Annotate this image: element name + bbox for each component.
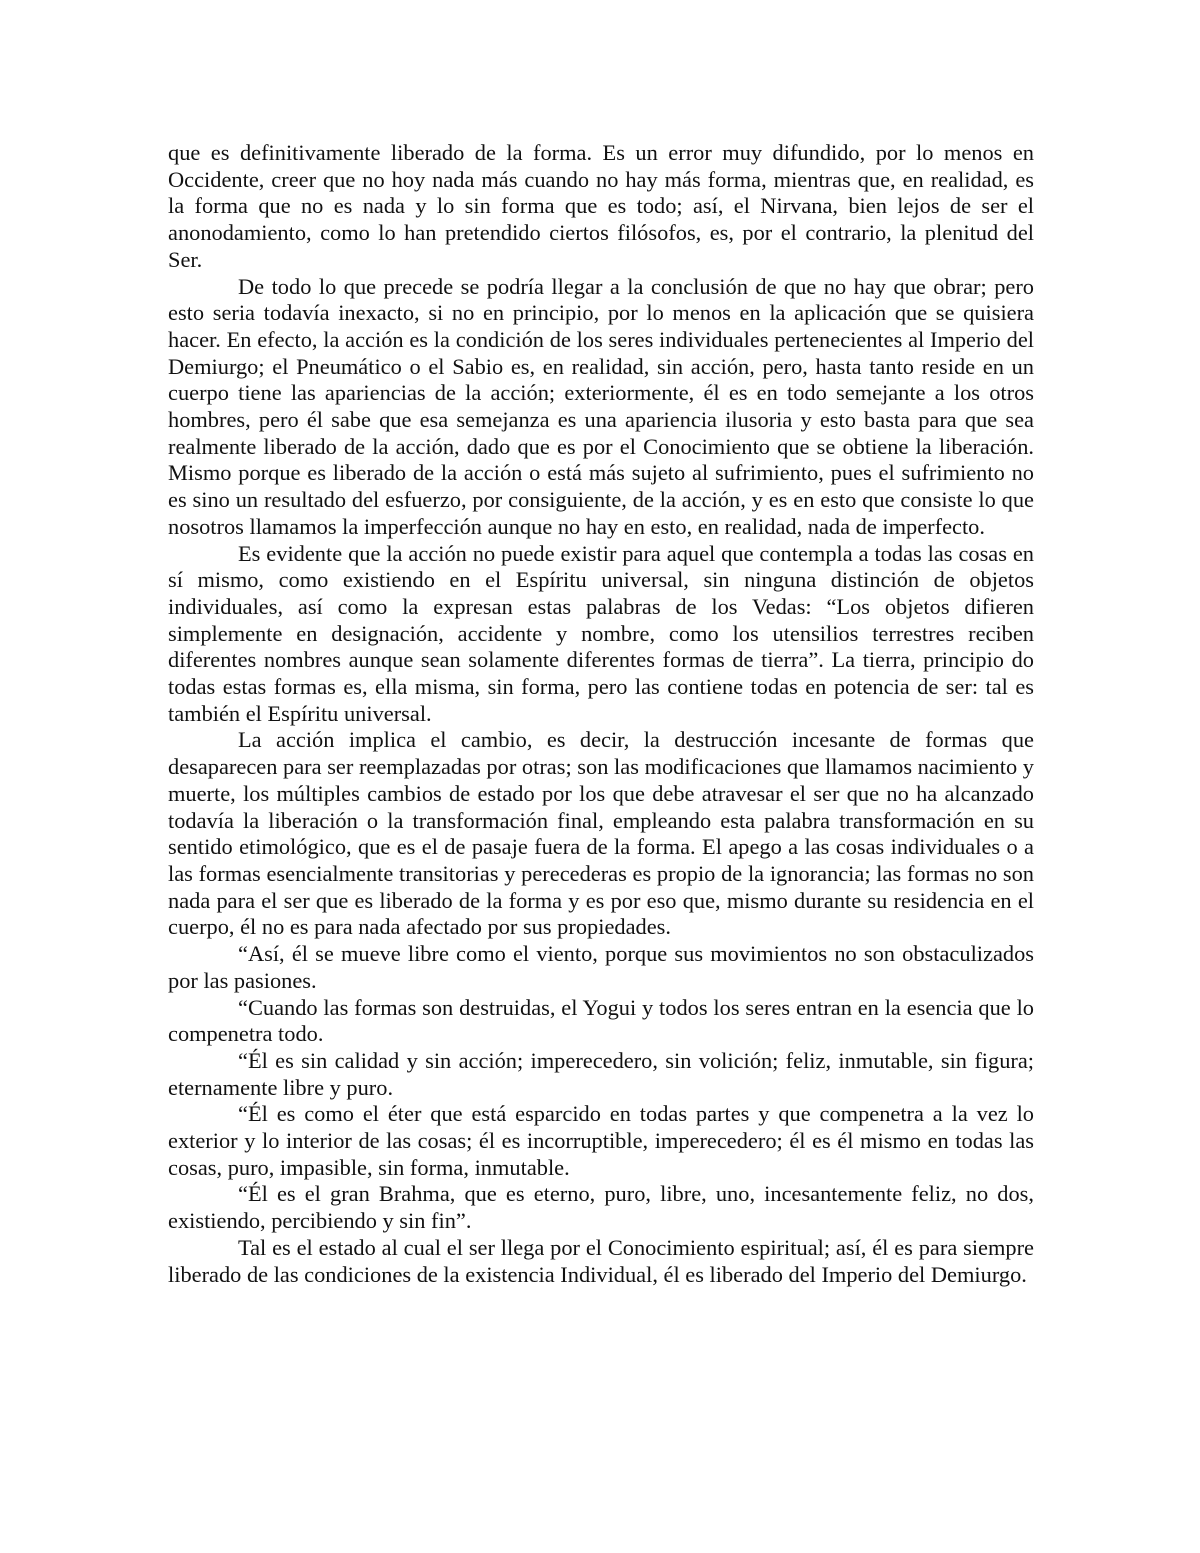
document-body <box>168 140 1034 1288</box>
quote-paragraph: “Él es el gran Brahma, que es eterno, puro, libre, uno, incesantemente feliz, no dos, existiendo, percibiendo y sin fin”. <box>168 1181 1034 1234</box>
paragraph: La acción implica el cambio, es decir, la destrucción incesante de formas que desaparecen para ser reemplazadas por otras; son las modificaciones que llamamos nacimiento y muerte, los múltiples cambios de estado por los que debe atravesar el ser que no ha alcanzado todavía la liberación o la transformación final, empleando esta palabra transformación en su sentido etimológico, que es el de pasaje fuera de la forma. El apego a las cosas individuales o a las formas esencialmente transitorias y perecederas es propio de la ignorancia; las formas no son nada para el ser que es liberado de la forma y es por eso que, mismo durante su residencia en el cuerpo, él no es para nada afectado por sus propiedades. <box>168 727 1034 940</box>
paragraph: Es evidente que la acción no puede existir para aquel que contempla a todas las cosas en sí mismo, como existiendo en el Espíritu universal, sin ninguna distinción de objetos individuales, así como la expresan estas palabras de los Vedas: “Los objetos difieren simplemente en designación, accidente y nombre, como los utensilios terrestres reciben diferentes nombres aunque sean solamente diferentes formas de tierra”. La tierra, principio do todas estas formas es, ella misma, sin forma, pero las contiene todas en potencia de ser: tal es también el Espíritu universal. <box>168 540 1034 726</box>
quote-paragraph: “Cuando las formas son destruidas, el Yogui y todos los seres entran en la esencia que lo compenetra todo. <box>168 994 1034 1047</box>
quote-paragraph: “Él es como el éter que está esparcido en todas partes y que compenetra a la vez lo exterior y lo interior de las cosas; él es incorruptible, imperecedero; él es él mismo en todas las cosas, puro, impasible, sin forma, inmutable. <box>168 1101 1034 1180</box>
paragraph: De todo lo que precede se podría llegar a la conclusión de que no hay que obrar; pero esto seria todavía inexacto, si no en principio, por lo menos en la aplicación que se quisiera hacer. En efecto, la acción es la condición de los seres individuales pertenecientes al Imperio del Demiurgo; el Pneumático o el Sabio es, en realidad, sin acción, pero, hasta tanto reside en un cuerpo tiene las apariencias de la acción; exteriormente, él es en todo semejante a los otros hombres, pero él sabe que esa semejanza es una apariencia ilusoria y esto basta para que sea realmente liberado de la acción, dado que es por el Conocimiento que se obtiene la liberación. Mismo porque es liberado de la acción o está más sujeto al sufrimiento, pues el sufrimiento no es sino un resultado del esfuerzo, por consiguiente, de la acción, y es en esto que consiste lo que nosotros llamamos la imperfección aunque no hay en esto, en realidad, nada de imperfecto. <box>168 273 1034 539</box>
quote-paragraph: “Él es sin calidad y sin acción; imperecedero, sin volición; feliz, inmutable, sin figura; eternamente libre y puro. <box>168 1047 1034 1100</box>
quote-paragraph: “Así, él se mueve libre como el viento, porque sus movimientos no son obstaculizados por las pasiones. <box>168 941 1034 993</box>
paragraph: Tal es el estado al cual el ser llega por el Conocimiento espiritual; así, él es para siempre liberado de las condiciones de la existencia Individual, él es liberado del Imperio del Demiurgo. <box>168 1234 1034 1287</box>
paragraph-continuation: que es definitivamente liberado de la forma. Es un error muy difundido, por lo menos en Occidente, creer que no hoy nada más cuando no hay más forma, mientras que, en realidad, es la forma que no es nada y lo sin forma que es todo; así, el Nirvana, bien lejos de ser el anonodamiento, como lo han pretendido ciertos filósofos, es, por el contrario, la plenitud del Ser. <box>168 140 1034 272</box>
